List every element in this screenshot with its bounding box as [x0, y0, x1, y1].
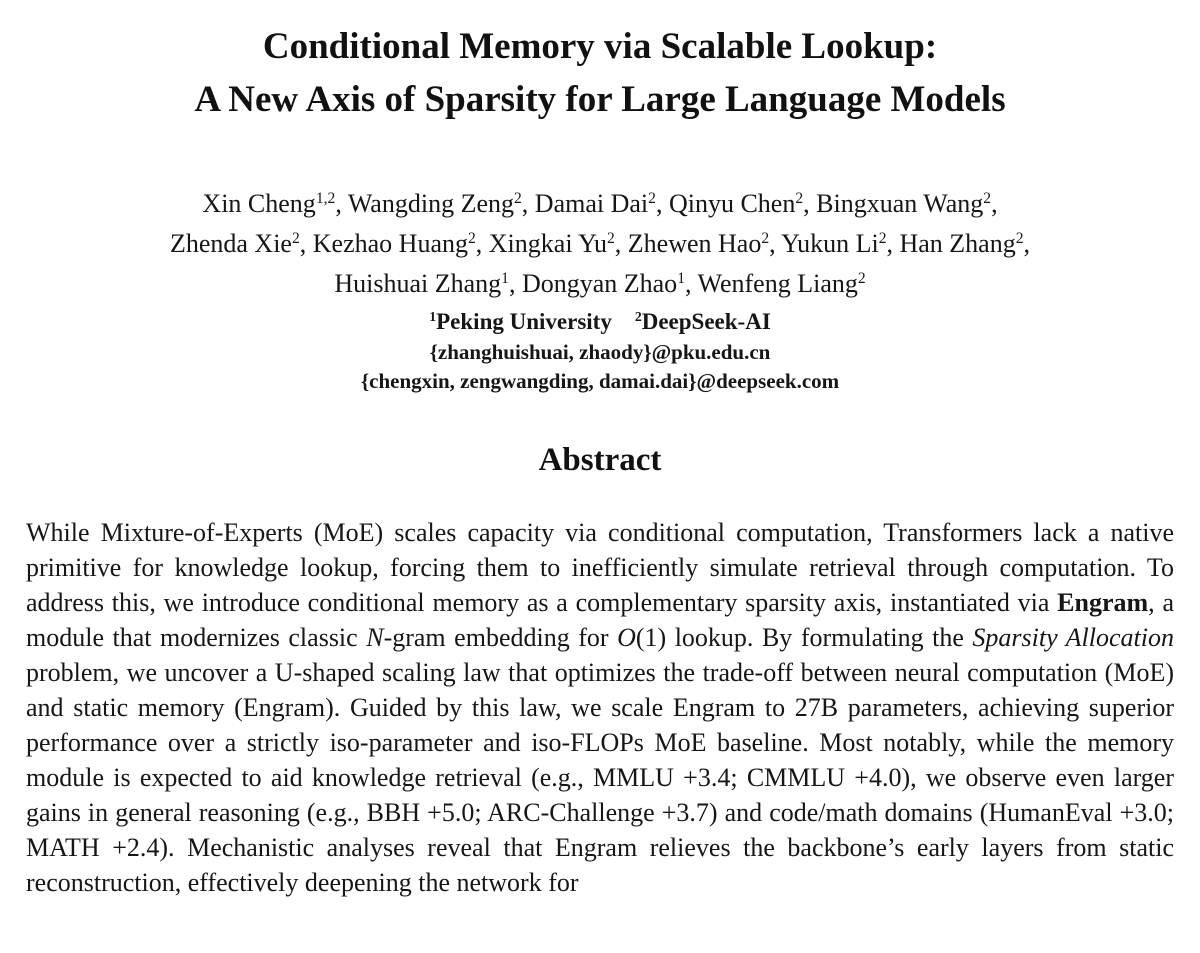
affiliation-line: $^1$Peking University $^2$DeepSeek-AI	[429, 309, 771, 334]
author-line-3: Huishuai Zhang$^1$, Dongyan Zhao$^1$, Wenfeng Liang$^2$	[334, 269, 866, 298]
author-block	[0, 184, 1200, 304]
email-line-deepseek: {chengxin, zengwangding, damai.dai}@deepseek.com	[360, 369, 840, 393]
abstract-text: While Mixture-of-Experts (MoE) scales capacity via conditional computation, Transformers lack a native primitive for knowledge lookup, forcing them to inefficiently simulate retrieval through computation. To address this, we introduce conditional memory as a complementary sparsity axis, instantiated via Engram, a module that modernizes classic N-gram embedding for O(1) lookup. By formulating the Sparsity Allocation problem, we uncover a U-shaped scaling law that optimizes the trade-off between neural computation (MoE) and static memory (Engram). Guided by this law, we scale Engram to 27B parameters, achieving superior performance over a strictly iso-parameter and iso-FLOPs MoE baseline. Most notably, while the memory module is expected to aid knowledge retrieval (e.g., MMLU +3.4; CMMLU +4.0), we observe even larger gains in general reasoning (e.g., BBH +5.0; ARC-Challenge +3.7) and code/math domains (HumanEval +3.0; MATH +2.4). Mechanistic analyses reveal that Engram relieves the backbone’s early layers from static reconstruction, effectively deepening the network for	[26, 518, 1174, 897]
author-line-2: Zhenda Xie$^2$, Kezhao Huang$^2$, Xingkai Yu$^2$, Zhewen Hao$^2$, Yukun Li$^2$, Han Zhang$^2$,	[169, 229, 1031, 258]
email-block	[0, 338, 1200, 396]
title-line-2: A New Axis of Sparsity for Large Language Models	[194, 79, 1006, 120]
email-line-pku: {zhanghuishuai, zhaody}@pku.edu.cn	[429, 340, 771, 364]
abstract-heading: Abstract	[538, 442, 662, 478]
title-line-1: Conditional Memory via Scalable Lookup:	[262, 26, 938, 67]
author-line-1: Xin Cheng$^{1,2}$, Wangding Zeng$^2$, Damai Dai$^2$, Qinyu Chen$^2$, Bingxuan Wang$^2$,	[202, 189, 998, 218]
paper-title	[0, 0, 1200, 126]
